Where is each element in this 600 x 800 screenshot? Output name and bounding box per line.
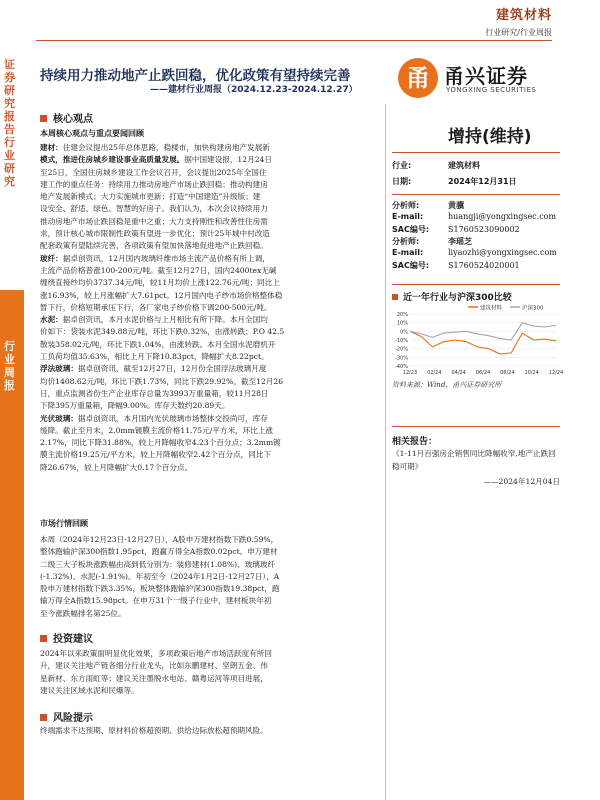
column-divider	[385, 104, 386, 800]
text-line	[40, 425, 378, 437]
line-text: 地产发展新模式；大力实施城市更新；打造“中国建造”升级版；建	[40, 192, 261, 202]
line-text: 设安全、舒适、绿色、智慧的好房子。我们认为，本次会议持续用力	[40, 204, 268, 214]
legend-label: 建筑材料	[480, 305, 503, 312]
rating-divider	[392, 152, 560, 153]
text-line	[40, 413, 378, 425]
bold-lead: 模式，推进住房城乡建设事业高质量发展。	[40, 155, 185, 165]
line-text: 据中国建设报，12月24日	[184, 155, 272, 165]
line-text: 缓降。截止至月末，2.0mm镀膜主流价格11.75元/平方米，环比上涨	[40, 425, 274, 435]
line-text: 求，预计核心城市限制性政策有望进一步优化；预计25年城中村改造	[40, 229, 270, 239]
text-line	[40, 437, 378, 449]
text-line	[40, 351, 378, 363]
text-line: 二级三大子板块涨跌幅由高到低分别为：装修建材(1.08%)、玻璃玻纤	[40, 559, 276, 569]
market-paragraph	[40, 534, 378, 620]
text-line: 2024年以来政策面明显优化效果，多项政策后地产市场活跃度有所回	[40, 649, 272, 658]
text-line	[40, 400, 378, 412]
line-text: 2.17%，同比下降31.88%，较上月降幅收窄4.23个百分点；3.2mm镀	[40, 438, 281, 448]
line-text: 缠绕直接纱均价3737.34元/吨，较11月均价上涨122.76元/吨；同比上	[40, 278, 280, 288]
related-reports-title: 相关报告：	[392, 437, 438, 447]
related-report-item[interactable]: 《1-11月百强房企销售同比降幅收窄,地产止跌回稳可期》	[392, 449, 556, 471]
section-market-title: 市场行情回顾	[40, 519, 88, 528]
line-text: 据卓创资讯，本月水泥价格与上月相比有所下降。本月全国均	[62, 315, 268, 325]
line-text: 住建会议提出25年总体思路，稳楼市，加快构建房地产发展新	[62, 143, 270, 152]
section-bullet-icon	[40, 115, 47, 122]
line-text: 据卓创资讯，12月国内玻璃纤维市场主流产品价格有所上调，	[62, 253, 270, 263]
line-text: 建工作的重点任务：持续用力推动房地产市场止跌回稳；推动构建房	[40, 179, 268, 189]
x-tick-label: 06/24	[475, 370, 491, 376]
text-line: (-1.32%)、水泥(-1.91%)。年初至今（2024年1月2日-12月27日），A	[40, 571, 280, 581]
company-logo	[398, 58, 558, 98]
header-divider	[36, 40, 552, 41]
line-text: 膜主流价格19.25元/平方米，较上月降幅收窄2.42个百分点，同比下	[40, 450, 272, 460]
logo-name-en: YONGXING SECURITIES	[446, 86, 537, 94]
chart-source: 资料来源：Wind，甬兴证券研究所	[392, 381, 502, 389]
line-text: 涨16.93%，较上月涨幅扩大7.61pct。12月国内电子纱市场价格整体稳	[40, 290, 283, 300]
x-tick-label: 04/24	[451, 370, 466, 376]
x-tick-label: 12/23	[402, 370, 418, 376]
text-line	[40, 191, 378, 203]
bold-lead: 浮法玻璃：	[40, 364, 78, 374]
sector-label: 建筑材料	[495, 8, 552, 23]
text-line	[40, 462, 378, 474]
info-date: 日期: 2024年12月31日	[392, 177, 517, 186]
line-text: 价如下：袋装水泥349.88元/吨，环比下跌0.32%，由涨转跌；P.O 42.5	[40, 327, 285, 337]
text-line	[40, 265, 378, 277]
bold-lead: 水泥：	[40, 315, 63, 325]
core-subtitle: 本周核心观点与重点要闻回顾	[40, 129, 144, 138]
y-tick-label: 20%	[396, 312, 408, 318]
y-tick-label: -20%	[395, 346, 408, 353]
section-bullet-icon	[40, 714, 47, 721]
text-line	[40, 228, 378, 240]
bold-lead: 玻纤：	[40, 253, 63, 263]
text-line	[40, 142, 378, 154]
chart-top-divider	[392, 284, 560, 285]
x-tick-label: 10/24	[524, 370, 539, 376]
line-text: 暂下行，价格短期承压下行，各厂家电子纱价格下调200-500元/吨。	[40, 302, 272, 312]
text-line: 至今涨跌幅排名第25位。	[40, 608, 126, 618]
text-line	[40, 216, 378, 228]
section-bullet-icon	[40, 635, 47, 642]
text-line: 输万得全A指数15.98pct。在申万31个一级子行业中，建材板块年初	[40, 596, 272, 606]
bold-lead: 光伏玻璃：	[40, 413, 78, 423]
text-line	[40, 277, 378, 289]
side-label-weekly: 行业周报	[4, 340, 15, 392]
y-tick-label: 0%	[400, 329, 408, 336]
line-text: 据卓创资讯，本月国内光伏玻璃市场整体交投尚可，库存	[77, 413, 268, 423]
text-line	[40, 314, 378, 326]
text-line: 星新材、东方雨虹等；建议关注墨脱水电站、赣粤运河等项目进展，	[40, 673, 268, 683]
info-sac1: SAC编号: S1760523090002	[392, 225, 520, 234]
x-tick-label: 12/24	[548, 370, 564, 376]
text-line	[40, 339, 378, 351]
x-tick-label: 02/24	[427, 370, 442, 376]
text-line: 升，建议关注地产链各细分行业龙头，比如东鹏建材、坚朗五金、伟	[40, 661, 268, 671]
text-line	[40, 388, 378, 400]
y-tick-label: 10%	[396, 320, 408, 327]
section-bullet-icon	[392, 294, 398, 300]
y-tick-label: -10%	[395, 338, 408, 344]
info-analyst1: 分析师: 黄骥	[392, 201, 464, 210]
text-line: 股申万建材指数下跌3.35%，板块整体跑输沪深300指数19.38pct，跑	[40, 584, 280, 594]
bold-lead: 建材：	[40, 143, 63, 152]
doc-type-label: 行业研究/行业周报	[485, 28, 552, 37]
text-line: 本周（2024年12月23日-12月27日），A股申万建材指数下跌0.59%，	[40, 535, 279, 544]
text-line	[40, 253, 378, 265]
rating-label: 增持(维持)	[448, 127, 532, 147]
y-tick-label: -30%	[395, 355, 408, 362]
info-email1: E-mail: huangji@yongxingsec.com	[392, 212, 557, 221]
line-text: 工负荷均值35.63%，相比上月下降10.83pct，降幅扩大8.22pct。	[40, 352, 269, 362]
line-text: 主流产品价格普涨100-200元/吨。截至12月27日，国内2400tex无碱	[40, 265, 277, 275]
page-title: 持续用力推动地产止跌回稳，优化政策有望持续完善	[40, 68, 351, 84]
text-line	[40, 154, 378, 166]
info-industry: 行业: 建筑材料	[392, 161, 480, 170]
info-divider	[392, 194, 560, 195]
logo-mark-icon: 甬	[398, 58, 438, 98]
x-tick-label: 08/24	[500, 370, 515, 376]
section-risk-title: 风险提示	[40, 709, 93, 724]
risk-paragraph	[40, 725, 378, 737]
line-text: 推动房地产市场止跌回稳是重中之重；大力支持刚性和改善性住房需	[40, 216, 268, 226]
page-subtitle: ——建材行业周报（2024.12.23-2024.12.27）	[150, 85, 358, 95]
line-text: 至25日，全国住房城乡建设工作会议召开，会议提出2025年全国住	[40, 167, 267, 177]
text-line	[40, 179, 378, 191]
chart-title: 近一年行业与沪深300比较	[392, 290, 512, 303]
chart-bottom-divider	[392, 426, 560, 427]
comparison-line-chart	[388, 302, 564, 380]
text-line	[40, 376, 378, 388]
section-core-title: 核心观点	[40, 110, 93, 125]
line-text: 下降395万重量箱，降幅9.00%。库存天数约20.89天。	[40, 401, 230, 411]
text-line	[40, 326, 378, 338]
line-text: 日，重点监测省份生产企业库存总量为3993万重量箱，较11月28日	[40, 388, 269, 398]
text-line: 整体跑输沪深300指数1.95pct，跑赢万得全A指数0.02pct。申万建材	[40, 547, 278, 557]
line-text: 据卓创资讯，截至12月27日，12月份全国浮法玻璃月度	[77, 364, 267, 374]
logo-name: 甬兴证券	[444, 64, 528, 88]
text-line	[40, 363, 378, 375]
line-text: 配套政策有望陆续完善，各项政策有望加快落地促进地产止跌回稳。	[40, 241, 268, 251]
info-sac2: SAC编号: S1760524020001	[392, 261, 520, 270]
info-email2: E-mail: liyaozhi@yongxingsec.com	[392, 248, 557, 257]
related-report-date: ——2024年12月04日	[483, 477, 560, 486]
core-paragraph	[40, 142, 378, 474]
info-analyst2: 分析师: 李瑶芝	[392, 237, 472, 246]
text-line	[40, 302, 378, 314]
text-line: 终端需求不达预期、原材料价格超预期、供给边际放松超预期风险。	[40, 726, 268, 735]
report-header	[485, 4, 552, 38]
text-line: 建议关注区域水泥和民爆等。	[40, 685, 139, 695]
legend-label: 沪深300	[522, 305, 544, 312]
line-text: 均价1408.62元/吨，环比下跌1.73%，同比下跌29.92%。截至12月26	[40, 376, 284, 386]
text-line	[40, 290, 378, 302]
invest-paragraph	[40, 648, 378, 697]
text-line	[40, 240, 378, 252]
side-label-research: 证券研究报告 行业研究	[4, 58, 15, 188]
section-invest-title: 投资建议	[40, 630, 93, 645]
line-text: 散装358.02元/吨，环比下跌1.04%，由涨转跌。本月全国水泥磨机开	[40, 339, 276, 349]
y-tick-label: -40%	[395, 364, 408, 370]
text-line	[40, 203, 378, 215]
text-line	[40, 167, 378, 179]
line-text: 降26.67%，较上月降幅扩大0.17个百分点。	[40, 462, 193, 472]
text-line	[40, 449, 378, 461]
